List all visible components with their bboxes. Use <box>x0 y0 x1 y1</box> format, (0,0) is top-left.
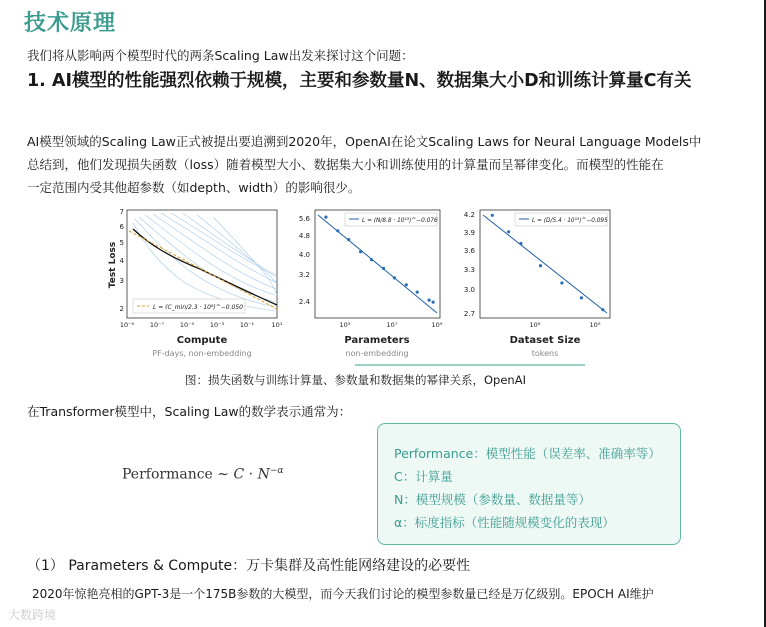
formula-c: C <box>233 466 245 483</box>
data-point <box>324 216 327 219</box>
watermark: 大数跨境 <box>8 608 57 622</box>
y-axis-label: Test Loss <box>108 241 118 289</box>
data-point <box>359 250 362 253</box>
tick-label: 4.2 <box>463 211 475 219</box>
tick-label: 3.2 <box>298 271 310 279</box>
tick-label: 10¹ <box>271 321 283 329</box>
tick-label: 10⁻³ <box>209 321 225 329</box>
body-paragraph-continued: 2020年惊艳亮相的GPT-3是一个175B参数的大模型，而今天我们讨论的模型参数量已经是万亿级别。EPOCH AI维护 <box>32 587 654 601</box>
data-point <box>432 301 435 304</box>
formula-lhs: Performance <box>122 466 213 483</box>
scaling-law-formula <box>122 466 283 483</box>
tick-label: 10⁷ <box>386 321 398 329</box>
x-axis-sublabel: tokens <box>531 349 559 358</box>
paragraph-line: AI模型领域的Scaling Law正式被提出要追溯到2020年，OpenAI在论文Scaling Laws for Neural Language Models中 <box>27 134 702 149</box>
x-axis-label: Parameters <box>344 335 410 346</box>
data-point <box>519 242 522 245</box>
tick-label: 3 <box>119 277 124 285</box>
data-point <box>405 283 408 286</box>
tick-label: 4.8 <box>298 232 310 240</box>
compute-chart <box>108 208 283 358</box>
data-point <box>382 267 385 270</box>
tick-label: 10⁹ <box>431 321 443 329</box>
parameters-legend: L = (N/8.8 · 10¹³)^−0.076 <box>362 218 438 224</box>
data-point <box>539 264 542 267</box>
x-axis-label: Dataset Size <box>509 335 581 346</box>
intro-text: 我们将从影响两个模型时代的两条Scaling Law出发来探讨这个问题： <box>27 48 414 63</box>
legend-item: N：模型规模（参数量、数据量等） <box>394 492 591 507</box>
formula-dot: · <box>248 466 254 483</box>
x-axis-sublabel: PF-days, non-embedding <box>152 349 252 358</box>
scaling-law-figure <box>105 205 625 367</box>
tick-label: 7 <box>119 208 124 216</box>
formula-intro: 在Transformer模型中，Scaling Law的数学表示通常为： <box>27 404 352 419</box>
tick-label: 4 <box>119 257 124 265</box>
tick-label: 3.9 <box>463 229 475 237</box>
paragraph-line: 一定范围内受其他超参数（如depth、width）的影响很少。 <box>27 180 361 195</box>
legend-item: α：标度指标（性能随规模变化的表现） <box>394 515 615 530</box>
legend-item: C：计算量 <box>394 469 453 484</box>
tick-label: 6 <box>119 223 124 231</box>
dataset-fit-line <box>483 215 607 313</box>
data-point <box>393 276 396 279</box>
x-axis-sublabel: non-embedding <box>345 349 409 358</box>
legend-item: Performance：模型性能（误差率、准确率等） <box>394 446 661 461</box>
tick-label: 2.4 <box>298 298 310 306</box>
tick-label: 4.0 <box>298 251 310 259</box>
tick-label: 3.0 <box>463 286 475 294</box>
tick-label: 2 <box>119 305 124 313</box>
formula-legend-box <box>377 423 681 545</box>
data-point <box>601 308 604 311</box>
data-point <box>416 291 419 294</box>
body-paragraph <box>27 130 727 199</box>
tick-label: 10⁻¹ <box>239 321 255 329</box>
parameters-chart <box>299 210 443 358</box>
tick-label: 5 <box>119 239 124 247</box>
data-point <box>580 296 583 299</box>
dataset-chart <box>464 210 610 358</box>
parameters-fit-line <box>318 215 437 313</box>
data-point <box>428 299 431 302</box>
tick-label: 5.6 <box>298 215 310 223</box>
compute-curves <box>133 213 277 311</box>
tick-label: 10⁻⁷ <box>149 321 165 329</box>
tick-label: 10⁵ <box>339 321 351 329</box>
tick-label: 10⁹ <box>589 321 601 329</box>
tick-label: 10⁸ <box>529 321 541 329</box>
data-point <box>560 281 563 284</box>
dataset-points <box>491 214 605 312</box>
formula-exp: −α <box>269 466 284 476</box>
tick-label: 10⁻⁵ <box>179 321 195 329</box>
parameters-points <box>324 216 434 304</box>
section-heading: 1. AI模型的性能强烈依赖于规模，主要和参数量N、数据集大小D和训练计算量C有关 <box>27 71 692 91</box>
data-point <box>370 258 373 261</box>
compute-legend: L = (C_min/2.3 · 10⁸)^−0.050 <box>153 304 243 311</box>
tick-label: 3.3 <box>463 266 475 274</box>
formula-op: ∼ <box>217 466 230 483</box>
formula-n: N <box>257 466 270 483</box>
figure-caption: 图：损失函数与训练计算量、参数量和数据集的幂律关系，OpenAI <box>185 373 526 387</box>
tick-label: 10⁻⁹ <box>119 321 135 329</box>
data-point <box>491 214 494 217</box>
paragraph-line: 总结到，他们发现损失函数（loss）随着模型大小、数据集大小和训练使用的计算量而呈幂律变化。而模型的性能在 <box>27 157 664 172</box>
data-point <box>507 230 510 233</box>
page-title: 技术原理 <box>24 11 117 36</box>
data-point <box>336 229 339 232</box>
data-point <box>347 238 350 241</box>
subsection-heading: （1） Parameters & Compute：万卡集群及高性能网络建设的必要性 <box>27 558 471 574</box>
dataset-legend: L = (D/5.4 · 10¹³)^−0.095 <box>532 218 608 224</box>
x-axis-label: Compute <box>176 335 228 346</box>
tick-label: 2.7 <box>463 310 475 318</box>
tick-label: 3.6 <box>463 247 475 255</box>
